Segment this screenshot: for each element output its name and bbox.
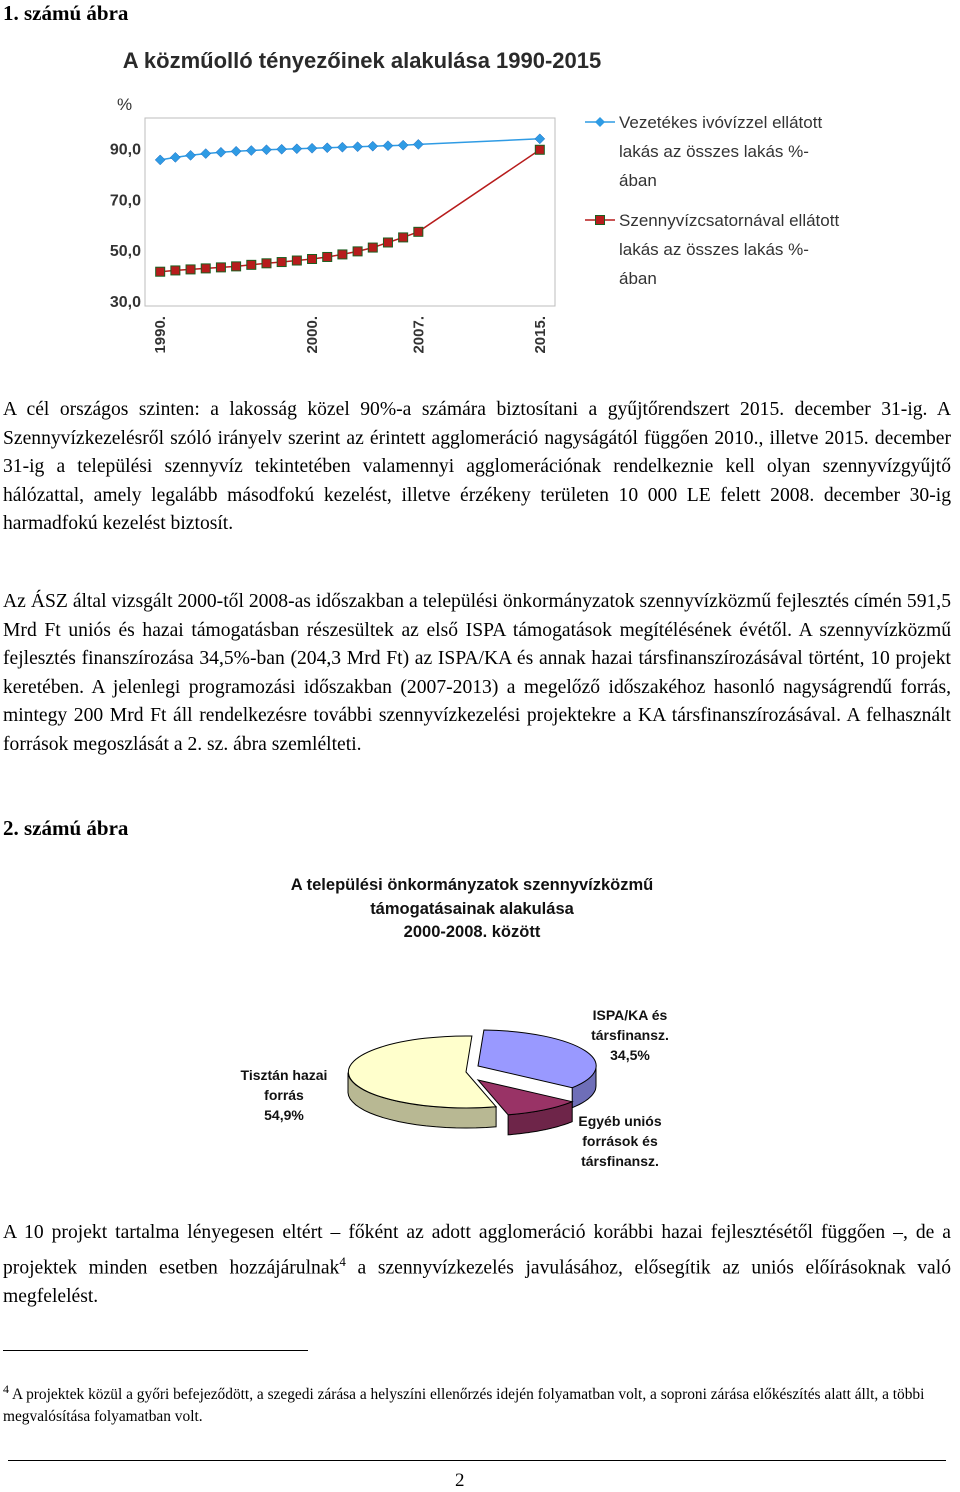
legend-marker — [595, 117, 605, 127]
series-line — [160, 139, 540, 160]
data-point-marker — [322, 143, 332, 153]
data-point-marker — [368, 141, 378, 151]
data-point-marker — [231, 146, 241, 156]
pie-title: 2000-2008. között — [403, 923, 541, 941]
data-point-marker — [232, 262, 241, 271]
data-point-marker — [307, 143, 317, 153]
figure-2-heading: 2. számú ábra — [3, 816, 129, 840]
data-point-marker — [399, 233, 408, 242]
x-tick-label: 2015. — [531, 316, 549, 354]
x-tick-label: 1990. — [152, 316, 170, 354]
data-point-marker — [262, 259, 271, 268]
data-point-marker — [201, 149, 211, 159]
data-point-marker — [535, 145, 544, 154]
y-tick-label: 50,0 — [109, 243, 141, 261]
data-point-marker — [353, 247, 362, 256]
data-point-marker — [323, 252, 332, 261]
page-number: 2 — [455, 1470, 465, 1491]
pie-slice — [478, 1030, 596, 1088]
y-axis-label: % — [117, 95, 133, 114]
chart-title: A közműolló tényezőinek alakulása 1990-2015 — [122, 48, 602, 73]
data-point-marker — [308, 255, 317, 264]
pie-slice-label: 54,9% — [264, 1107, 304, 1123]
data-point-marker — [292, 256, 301, 265]
data-point-marker — [414, 227, 423, 236]
data-point-marker — [186, 150, 196, 160]
footnote — [3, 1378, 958, 1428]
data-point-marker — [277, 258, 286, 267]
pie-slice-label: Tisztán hazai — [240, 1067, 328, 1083]
footnote-reference[interactable]: 4 — [339, 1253, 346, 1269]
data-point-marker — [247, 260, 256, 269]
y-tick-label: 90,0 — [109, 141, 141, 159]
pie-title: A települési önkormányzatok szennyvízközmű — [290, 876, 654, 894]
x-tick-label: 2000. — [304, 316, 322, 354]
data-point-marker — [338, 250, 347, 259]
data-point-marker — [246, 146, 256, 156]
data-point-marker — [186, 265, 195, 274]
y-tick-label: 70,0 — [109, 192, 141, 210]
paragraph-projects — [3, 1219, 951, 1311]
data-point-marker — [413, 139, 423, 149]
data-point-marker — [535, 134, 545, 144]
data-point-marker — [171, 266, 180, 275]
footnote-separator — [3, 1350, 308, 1351]
data-point-marker — [383, 238, 392, 247]
pie-title: támogatásainak alakulása — [370, 900, 574, 918]
x-tick-label: 2007. — [410, 316, 428, 354]
pie-slice-label: társfinansz. — [591, 1027, 669, 1043]
footnote-number: 4 — [3, 1382, 9, 1396]
legend-label: Vezetékes ivóvízzel ellátott — [619, 113, 823, 132]
footnote-text: A projektek közül a győri befejeződött, a szegedi zárása a helyszíni ellenőrzés idején folyamatban volt, a soproni zárása előkészítés alatt állt, a többi megvalósítása folyamatban volt. — [3, 1386, 925, 1426]
pie-slice-label: 34,5% — [610, 1047, 650, 1063]
paragraph-funding: Az ÁSZ által vizsgált 2000-től 2008-as időszakban a települési önkormányzatok szennyvízközmű fejlesztés címén 591,5 Mrd Ft uniós és hazai támogatásban részesültek az első ISPA támogatások megítélésének évétől. A szennyvízközmű fejlesztés finanszírozása 34,5%-ban (204,3 Mrd Ft) az ISPA/KA és annak hazai társfinanszírozásával történt, 10 projekt keretében. A jelenlegi programozási időszakban (2007-2013) a megelőző időszakéhoz hasonló nagyságrendű forrás, mintegy 200 Mrd Ft áll rendelkezésre további szennyvízkezelési projektekre a KA társfinanszírozásával. A felhasznált források megoszlását a 2. sz. ábra szemlélteti. — [3, 591, 951, 755]
figure-1-heading: 1. számú ábra — [3, 1, 129, 25]
page-footer-rule — [8, 1460, 946, 1461]
y-tick-label: 30,0 — [109, 293, 141, 311]
series-line — [160, 150, 540, 272]
data-point-marker — [277, 144, 287, 154]
pie-chart — [220, 872, 740, 1177]
data-point-marker — [398, 140, 408, 150]
data-point-marker — [353, 142, 363, 152]
data-point-marker — [155, 155, 165, 165]
pie-slice-label: ISPA/KA és — [592, 1007, 668, 1023]
pie-slice-label: társfinansz. — [581, 1153, 659, 1169]
data-point-marker — [383, 141, 393, 151]
paragraph-target: A cél országos szinten: a lakosság közel 90%-a számára biztosítani a gyűjtőrendszert 2015. december 31-ig. A Szennyvízkezelésről szóló irányelv szerint az érintett agglomeráció nagyságától függően 2010., illetve 2015. december 31-ig a települési szennyvíz tekintetében valamennyi agglomerációnak rendelkeznie kell olyan szennyvízgyűjtő hálózattal, amely legalább másodfokú kezelést, illetve érzékeny területen 10 000 LE felett 2008. december 30-ig harmadfokú kezelést biztosít. — [3, 399, 951, 534]
legend-label: ában — [619, 171, 657, 190]
legend-label: Szennyvízcsatornával ellátott — [619, 211, 840, 230]
data-point-marker — [201, 264, 210, 273]
legend-marker — [596, 216, 605, 225]
line-chart — [90, 38, 850, 383]
data-point-marker — [156, 267, 165, 276]
data-point-marker — [216, 263, 225, 272]
pie-slice-label: forrás — [264, 1087, 304, 1103]
paragraph-projects-text: A 10 projekt tartalma lényegesen eltért – főként az adott agglomeráció korábbi hazai fejlesztésétől függően –, de a projektek minden esetben hozzájárulnak — [3, 1222, 951, 1279]
data-point-marker — [337, 142, 347, 152]
data-point-marker — [261, 145, 271, 155]
data-point-marker — [216, 147, 226, 157]
legend-label: lakás az összes lakás %- — [619, 240, 809, 259]
data-point-marker — [368, 243, 377, 252]
legend-label: lakás az összes lakás %- — [619, 142, 809, 161]
data-point-marker — [170, 152, 180, 162]
paragraph-projects-text-end: a szennyvízkezelés javulásához, elősegítik az uniós előírásoknak való megfelelést. — [3, 1257, 951, 1307]
pie-slice-label: források és — [582, 1133, 658, 1149]
data-point-marker — [292, 144, 302, 154]
legend-label: ában — [619, 269, 657, 288]
pie-slice-label: Egyéb uniós — [578, 1113, 662, 1129]
